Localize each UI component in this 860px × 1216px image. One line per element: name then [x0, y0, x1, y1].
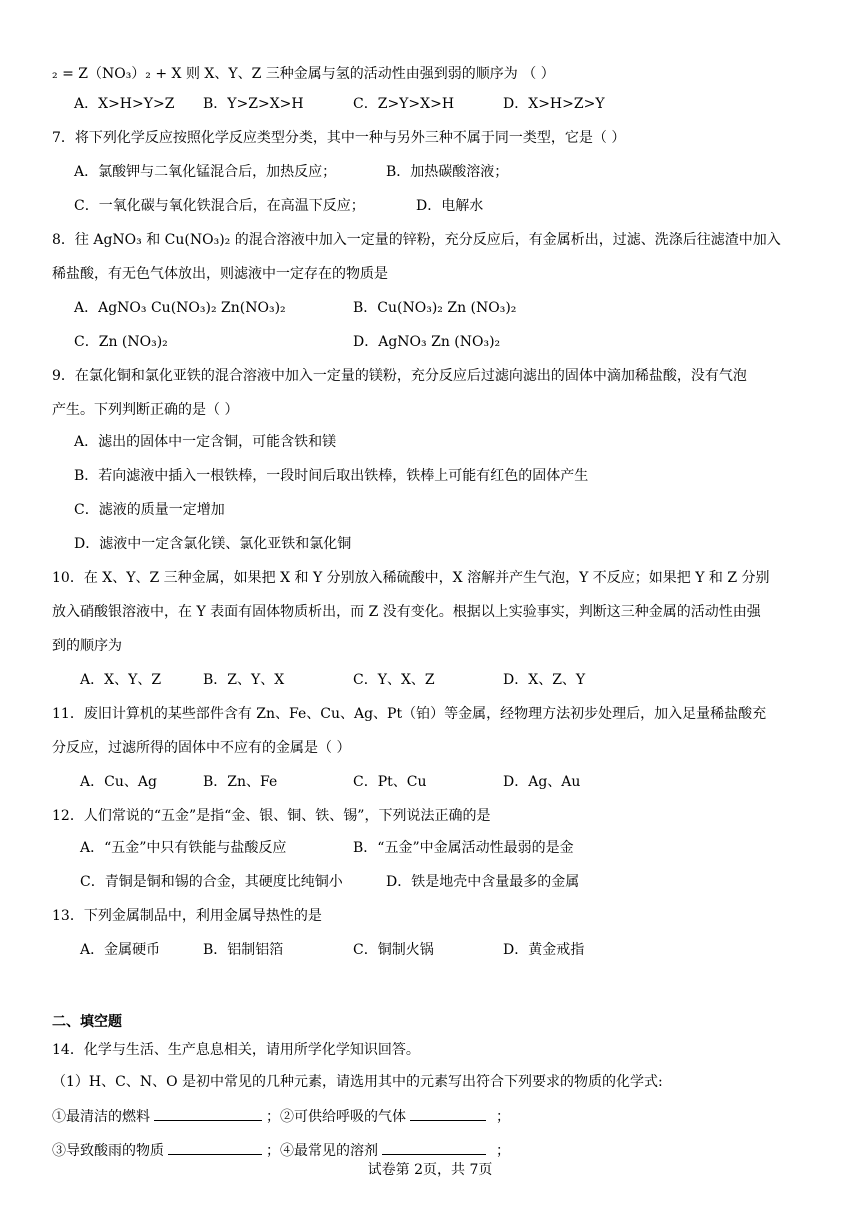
q6-option-a: A．X>H>Y>Z	[74, 96, 175, 112]
q13-option-a: A．金属硬币	[80, 942, 161, 958]
q14-semicolon-1: ；	[496, 1109, 510, 1125]
q14-item1-label: ①最清洁的燃料	[52, 1109, 150, 1125]
q14-blank-row2	[52, 1140, 510, 1160]
q6-continuation: ₂ = Z（NO₃）₂ + X 则 X、Y、Z 三种金属与氢的活动性由强到弱的顺序为 （ ）	[52, 66, 555, 82]
q13-option-c: C．铜制火锅	[353, 942, 434, 958]
answer-blank-2[interactable]	[410, 1106, 486, 1121]
q14-item4-label: ；④最常见的溶剂	[266, 1143, 378, 1159]
q13-stem: 13．下列金属制品中，利用金属导热性的是	[52, 908, 322, 924]
q9-option-b: B．若向滤液中插入一根铁棒，一段时间后取出铁棒，铁棒上可能有红色的固体产生	[74, 468, 589, 484]
q14-semicolon-2: ；	[496, 1143, 510, 1159]
q7-option-b: B．加热碳酸溶液；	[386, 164, 509, 180]
q11-option-b: B．Zn、Fe	[203, 774, 278, 790]
q8-option-b: B．Cu(NO₃)₂ Zn (NO₃)₂	[353, 300, 517, 316]
q12-option-b: B．“五金”中金属活动性最弱的是金	[353, 840, 574, 856]
q12-stem: 12．人们常说的“五金”是指“金、银、铜、铁、锡”，下列说法正确的是	[52, 808, 491, 824]
q11-option-d: D．Ag、Au	[503, 774, 581, 790]
q7-option-d: D．电解水	[416, 198, 484, 214]
answer-blank-3[interactable]	[168, 1140, 262, 1155]
q8-stem-line2: 稀盐酸，有无色气体放出，则滤液中一定存在的物质是	[52, 266, 388, 282]
answer-blank-1[interactable]	[154, 1106, 262, 1121]
page-footer: 试卷第 2页，共 7页	[367, 1162, 493, 1178]
q10-option-d: D．X、Z、Y	[503, 672, 586, 688]
q6-option-b: B．Y>Z>X>H	[203, 96, 304, 112]
q12-option-a: A．“五金”中只有铁能与盐酸反应	[80, 840, 287, 856]
q10-option-b: B．Z、Y、X	[203, 672, 285, 688]
q10-option-c: C．Y、X、Z	[353, 672, 435, 688]
section-heading: 二、填空题	[52, 1014, 122, 1030]
q6-option-d: D．X>H>Z>Y	[503, 96, 605, 112]
q14-item2-label: ；②可供给呼吸的气体	[266, 1109, 406, 1125]
q10-stem-line3: 到的顺序为	[52, 638, 122, 654]
q12-option-c: C．青铜是铜和锡的合金，其硬度比纯铜小	[80, 874, 343, 890]
q7-stem: 7．将下列化学反应按照化学反应类型分类，其中一种与另外三种不属于同一类型，它是（ ）	[52, 130, 626, 146]
q9-option-c: C．滤液的质量一定增加	[74, 502, 225, 518]
q7-option-a: A．氯酸钾与二氧化锰混合后，加热反应；	[74, 164, 337, 180]
q8-option-d: D．AgNO₃ Zn (NO₃)₂	[353, 334, 501, 350]
q10-stem-line1: 10．在 X、Y、Z 三种金属，如果把 X 和 Y 分别放入稀硫酸中，X 溶解并产生气泡，Y 不反应；如果把 Y 和 Z 分别	[52, 570, 770, 586]
q11-option-a: A．Cu、Ag	[80, 774, 157, 790]
q14-blank-row1	[52, 1106, 510, 1126]
q9-stem-line2: 产生。下列判断正确的是（ ）	[52, 402, 239, 418]
q6-option-c: C．Z>Y>X>H	[353, 96, 455, 112]
q11-option-c: C．Pt、Cu	[353, 774, 427, 790]
q10-stem-line2: 放入硝酸银溶液中，在 Y 表面有固体物质析出，而 Z 没有变化。根据以上实验事实，判断这三种金属的活动性由强	[52, 604, 761, 620]
q14-stem: 14．化学与生活、生产息息相关，请用所学化学知识回答。	[52, 1042, 420, 1058]
q7-option-c: C．一氧化碳与氧化铁混合后，在高温下反应；	[74, 198, 365, 214]
q10-option-a: A．X、Y、Z	[80, 672, 162, 688]
q8-stem-line1: 8．往 AgNO₃ 和 Cu(NO₃)₂ 的混合溶液中加入一定量的锌粉，充分反应后，有金属析出，过滤、洗涤后往滤渣中加入	[52, 232, 781, 248]
q8-option-c: C．Zn (NO₃)₂	[74, 334, 168, 350]
q9-option-d: D．滤液中一定含氯化镁、氯化亚铁和氯化铜	[74, 536, 352, 552]
q12-option-d: D．铁是地壳中含量最多的金属	[386, 874, 580, 890]
q9-option-a: A．滤出的固体中一定含铜，可能含铁和镁	[74, 434, 337, 450]
answer-blank-4[interactable]	[382, 1140, 486, 1155]
q8-option-a: A．AgNO₃ Cu(NO₃)₂ Zn(NO₃)₂	[74, 300, 286, 316]
q11-stem-line2: 分反应，过滤所得的固体中不应有的金属是（ ）	[52, 740, 351, 756]
q14-item3-label: ③导致酸雨的物质	[52, 1143, 164, 1159]
q13-option-b: B．铝制铝箔	[203, 942, 284, 958]
q14-sub1: （1）H、C、N、O 是初中常见的几种元素，请选用其中的元素写出符合下列要求的物质的化学式:	[52, 1074, 663, 1090]
q13-option-d: D．黄金戒指	[503, 942, 585, 958]
q11-stem-line1: 11．废旧计算机的某些部件含有 Zn、Fe、Cu、Ag、Pt（铂）等金属，经物理方法初步处理后，加入足量稀盐酸充	[52, 706, 767, 722]
q9-stem-line1: 9．在氯化铜和氯化亚铁的混合溶液中加入一定量的镁粉，充分反应后过滤向滤出的固体中滴加稀盐酸，没有气泡	[52, 368, 747, 384]
